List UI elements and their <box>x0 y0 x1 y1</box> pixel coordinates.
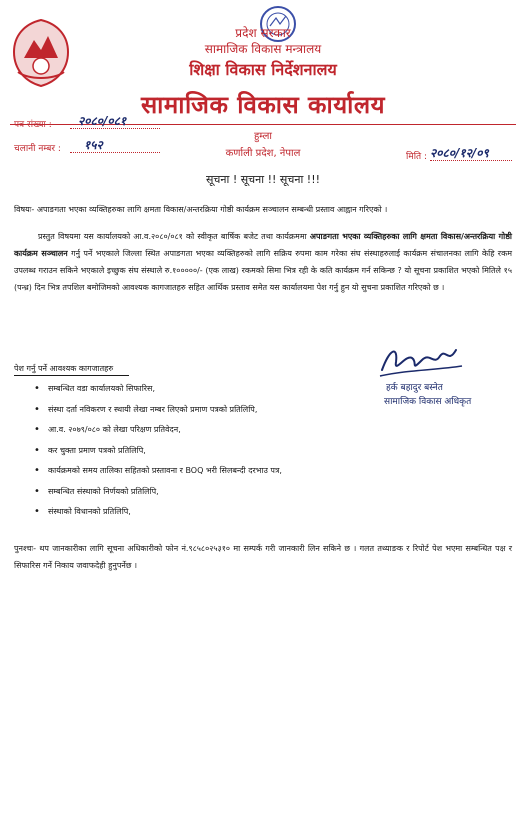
bullet-icon: • <box>34 485 40 497</box>
list-item <box>34 383 282 404</box>
list-item <box>34 486 282 507</box>
document-item-text: कार्यक्रमको समय तालिका सहितको प्रस्तावना र BOQ भरी सिलबन्दी दरभाउ पत्र, <box>48 466 282 475</box>
body-text-1: प्रस्तुत विषयमा यस कार्यालयको आ.व.२०८०/०८१ को स्वीकृत बार्षिक बजेट तथा कार्यक्रममा <box>38 232 310 241</box>
bullet-icon: • <box>34 383 40 394</box>
bullet-icon: • <box>34 403 40 415</box>
letterhead-directorate: शिक्षा विकास निर्देशनालय <box>189 60 337 79</box>
body-text-2: गर्नु पर्ने भएकाले जिल्ला स्थित अपाङगता भएका व्यक्तिहरुको लागि सक्रिय रुपमा काम गरेका संघ संस्थाहरुलाई कार्यक्रम संचालनका लागि केहि रकम उपलब्ध गराउन सकिने भएकाले इच्छुक संघ संस्थाले रु.१०००००/- (एक लाख) रकमको सिमा भित्र रही के कति कार्यक्रम गर्न सकिन्छ ? यो सूचना प्रकाशित भएको मितिले १५ (पन्ध्र) दिन भित्र तपशिल बमोजिमको आवश्यक कागजातहरु सहित आर्थिक प्रस्ताव समेत यस कार्यालयमा पेश गर्नु हुन यो सुचना प्रकाशित गरिएको छ । <box>14 249 513 292</box>
document-item-text: संस्था दर्ता नविकरण र स्थायी लेखा नम्बर लिएको प्रमाण पत्रको प्रतिलिपि, <box>48 404 258 414</box>
letterhead-ministry: सामाजिक विकास मन्त्रालय <box>204 42 322 56</box>
document-item-text: सम्बन्धित संस्थाको निर्णयको प्रतिलिपि, <box>48 486 159 496</box>
body-program-title: अपाङगता भएका व्यक्तिहरुका लागि क्षमता विकास/अन्तरक्रिया गोष्ठी कार्यक्रम सञ्चालन <box>14 232 512 258</box>
dispatch-number-label: चलानी नम्बर : <box>14 144 61 154</box>
dispatch-number-value: १५२ <box>84 138 103 152</box>
date-value: २०८०/१२/०९ <box>430 146 489 160</box>
document-item-text: सम्बन्धित वडा कार्यालयको सिफारिस, <box>48 384 155 393</box>
subject-line: विषयः- अपाङगता भएका व्यक्तिहरुका लागि क्षमता विकास/अन्तरक्रिया गोष्ठी कार्यक्रम सञ्चालन सम्बन्धी प्रस्ताव आह्वान गरिएको । <box>14 205 388 214</box>
dispatch-number-rule <box>70 152 160 153</box>
documents-heading-underline <box>14 375 129 376</box>
letterhead-district: हुम्ला <box>254 131 272 142</box>
documents-heading: पेश गर्नु पर्ने आवश्यक कागजातहरु <box>14 364 114 373</box>
list-item <box>34 445 282 466</box>
list-item <box>34 404 282 425</box>
document-item-text: संस्थाको विधानको प्रतिलिपि, <box>48 507 131 516</box>
postscript-note: पुनश्चः- थप जानकारीका लागि सूचना अधिकारीको फोन नं.९८५८०२५३१० मा सम्पर्क गरी जानकारी लिन सकिने छ । गलत तथ्याङक र रिपोर्ट पेश भएमा सम्बन्धित पक्ष र सिफारिस गर्ने निकाय जवाफदेही हुनुपर्नेछ । <box>14 544 512 570</box>
letterhead-province: कर्णाली प्रदेश, नेपाल <box>225 148 301 159</box>
list-item <box>34 424 282 445</box>
notice-body <box>14 228 512 296</box>
date-label: मिति : <box>406 152 428 162</box>
ref-number-rule <box>70 128 160 129</box>
document-item-text: कर चुक्ता प्रमाण पत्रको प्रतिलिपि, <box>48 445 146 455</box>
letterhead-office-name: सामाजिक विकास कार्यालय <box>140 91 386 119</box>
documents-list <box>34 383 282 527</box>
bullet-icon: • <box>34 465 40 476</box>
ref-number-label: पत्र संख्या : <box>14 120 52 130</box>
date-rule <box>430 160 512 161</box>
bullet-icon: • <box>34 424 40 435</box>
list-item <box>34 506 282 527</box>
signatory-name: हर्क बहादुर बस्नेत <box>386 383 443 393</box>
handwritten-signature <box>376 340 466 384</box>
signatory-title: सामाजिक विकास अधिकृत <box>384 397 472 407</box>
list-item <box>34 465 282 486</box>
notice-title: सूचना ! सूचना !! सूचना !!! <box>205 173 321 186</box>
bullet-icon: • <box>34 506 40 517</box>
ref-number-value: २०८०/०८१ <box>78 114 127 128</box>
bullet-icon: • <box>34 444 40 456</box>
document-item-text: आ.व. २०७९/०८० को लेखा परिक्षण प्रतिवेदन, <box>48 425 181 434</box>
letterhead-government: प्रदेश सरकार <box>235 26 291 40</box>
